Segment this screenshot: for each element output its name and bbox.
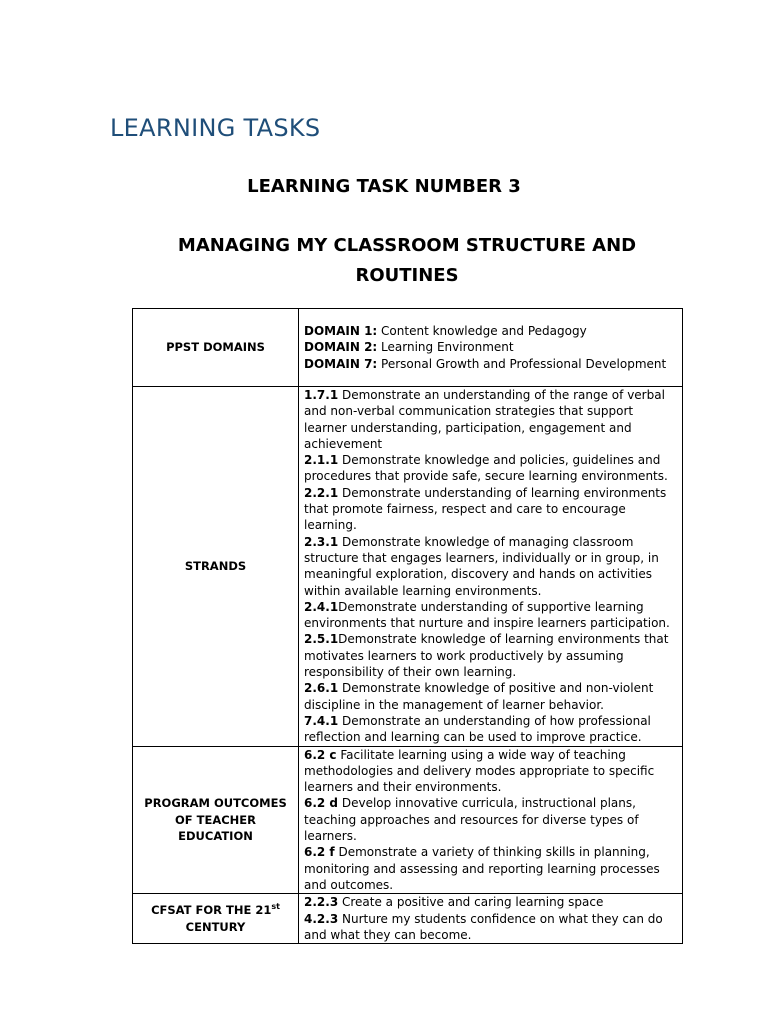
list-item [304,747,678,796]
list-item [304,911,678,944]
table-row-cfsat [133,894,683,944]
entry-text: Develop innovative curricula, instructional plans, teaching approaches and resources for diverse types of learners. [304,796,639,844]
entry-text: Demonstrate knowledge of positive and non-violent discipline in the management of learner behavior. [304,681,654,712]
entry-text: Nurture my students confidence on what they can do and what they can become. [304,911,663,942]
entry-code: DOMAIN 2: [304,340,378,355]
list-item [304,713,678,746]
entry-text: Personal Growth and Professional Development [377,356,667,371]
row-content [299,309,683,387]
row-label-text: STRANDS [184,559,247,574]
document-heading: LEARNING TASKS [110,114,321,142]
entry-text: Content knowledge and Pedagogy [377,324,587,339]
table-row-ppst-domains [133,309,683,387]
row-label-text: PROGRAM OUTCOMES OF TEACHER EDUCATION [144,796,287,844]
entry-code: 6.2 f [304,845,335,860]
entry-text: Demonstrate an understanding of the range of verbal and non-verbal communication strategies that support learner understanding, participation, engagement and achievement [304,388,665,451]
row-label [133,746,299,894]
list-item [304,534,678,599]
entry-code: 1.7.1 [304,388,339,402]
learning-task-table [132,308,683,944]
entry-text: Demonstrate understanding of supportive learning environments that nurture and inspire learners participation. [304,599,670,631]
entry-code: 7.4.1 [304,713,339,728]
row-label [133,387,299,747]
entry-text: Learning Environment [377,340,514,355]
entry-code: DOMAIN 7: [304,356,378,371]
task-number: LEARNING TASK NUMBER 3 [247,176,521,197]
row-label-tail: CENTURY [185,919,246,934]
entry-text: Facilitate learning using a wide way of teaching methodologies and delivery modes appropriate to specific learners and their environments. [304,747,655,795]
row-label [133,309,299,387]
entry-code: 2.4.1 [304,599,339,614]
entry-code: 6.2 c [304,747,337,762]
entry-code: 2.5.1 [304,632,339,647]
row-label-text: CFSAT FOR THE 21 [151,903,272,918]
table-row-strands [133,387,683,747]
entry-text: Demonstrate an understanding of how professional reflection and learning can be used to improve practice. [304,713,651,745]
entry-code: 2.2.3 [304,895,339,910]
list-item [304,844,678,893]
list-item [304,485,678,534]
entry-text: Demonstrate knowledge of learning environments that motivates learners to work productively by assuming responsibility of their own learning. [304,632,669,680]
list-item [304,599,678,632]
row-label-superscript: st [271,902,280,912]
row-label-text: PPST DOMAINS [166,340,265,355]
table-row-program-outcomes [133,746,683,894]
entry-text: Demonstrate knowledge and policies, guidelines and procedures that provide safe, secure learning environments. [304,453,668,484]
entry-text: Demonstrate a variety of thinking skills in planning, monitoring and assessing and reporting learning processes and outcomes. [304,845,660,892]
entry-code: 2.2.1 [304,485,339,500]
list-item [304,339,678,355]
entry-code: 2.6.1 [304,681,339,696]
entry-code: 4.2.3 [304,911,339,926]
task-title: MANAGING MY CLASSROOM STRUCTURE AND ROUTINES [177,235,637,286]
list-item [304,894,678,910]
entry-code: 2.3.1 [304,534,339,549]
list-item [304,452,678,485]
entry-text: Demonstrate knowledge of managing classroom structure that engages learners, individually or in group, in meaningful exploration, discovery and hands on activities within available learning environments. [304,534,659,598]
row-label [133,894,299,944]
list-item [304,795,678,844]
row-content [299,387,683,747]
row-content [299,746,683,894]
list-item [304,680,678,713]
entry-text: Create a positive and caring learning space [338,895,604,910]
list-item [304,387,678,452]
entry-code: 6.2 d [304,796,339,811]
entry-code: DOMAIN 1: [304,324,378,339]
row-content [299,894,683,944]
entry-code: 2.1.1 [304,453,339,468]
entry-text: Demonstrate understanding of learning environments that promote fairness, respect and care to encourage learning. [304,485,667,533]
list-item [304,323,678,339]
list-item [304,356,678,372]
list-item [304,631,678,680]
